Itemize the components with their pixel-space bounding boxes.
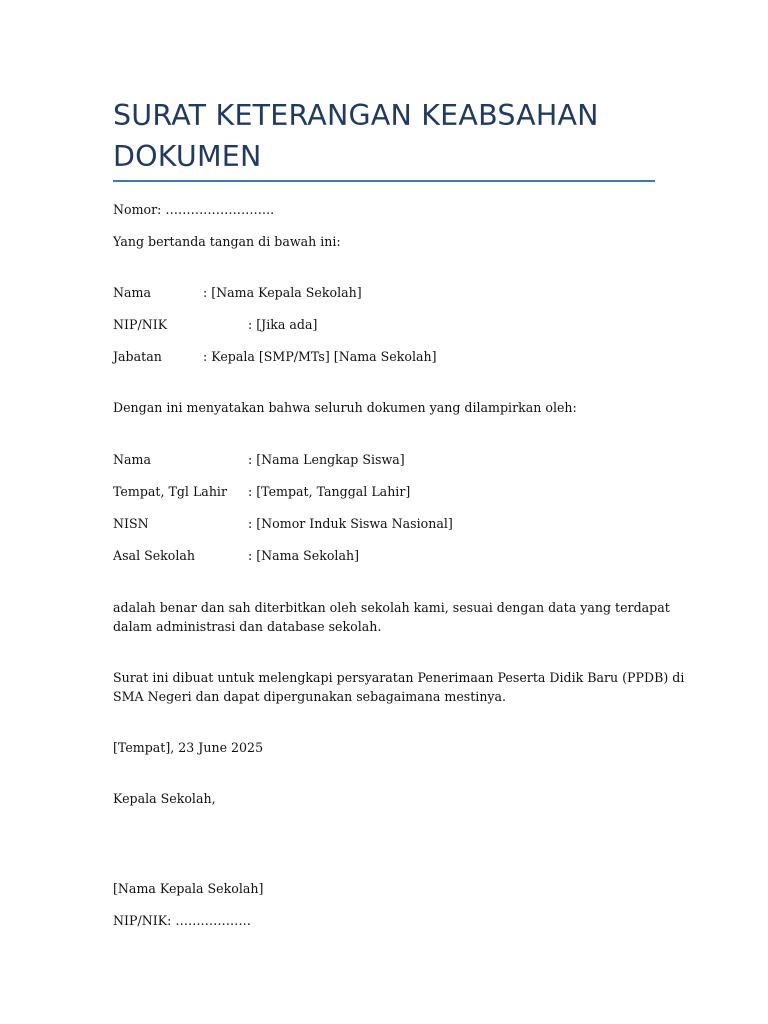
- signer-nip-value: : [Jika ada]: [248, 317, 318, 332]
- letter-number: Nomor: ……………………..: [113, 202, 275, 217]
- student-row-name: [113, 450, 673, 470]
- signer-row-name: [113, 283, 673, 303]
- document-title: [113, 95, 673, 177]
- purpose-paragraph-line-1: Surat ini dibuat untuk melengkapi persyaratan Penerimaan Peserta Didik Baru (PPDB) di: [113, 670, 685, 685]
- signer-row-position: [113, 347, 673, 367]
- validity-paragraph-line-1: adalah benar dan sah diterbitkan oleh sekolah kami, sesuai dengan data yang terdapat: [113, 600, 670, 615]
- title-underline: [113, 180, 655, 182]
- student-birth-value: : [Tempat, Tanggal Lahir]: [248, 484, 411, 499]
- student-nisn-label: NISN: [113, 516, 149, 531]
- student-row-nisn: [113, 514, 673, 534]
- closing-title: Kepala Sekolah,: [113, 791, 216, 806]
- signer-row-nip: [113, 315, 673, 335]
- student-row-school: [113, 546, 673, 566]
- student-row-birth: [113, 482, 673, 502]
- title-line-1: SURAT KETERANGAN KEABSAHAN: [113, 99, 599, 132]
- student-name-label: Nama: [113, 452, 151, 467]
- statement-text: Dengan ini menyatakan bahwa seluruh dokumen yang dilampirkan oleh:: [113, 400, 577, 415]
- signer-name-label: Nama: [113, 285, 151, 300]
- title-line-2: DOKUMEN: [113, 140, 262, 173]
- student-name-value: : [Nama Lengkap Siswa]: [248, 452, 405, 467]
- student-school-value: : [Nama Sekolah]: [248, 548, 359, 563]
- signature-name: [Nama Kepala Sekolah]: [113, 881, 264, 896]
- purpose-paragraph-line-2: SMA Negeri dan dapat dipergunakan sebagaimana mestinya.: [113, 689, 507, 704]
- student-birth-label: Tempat, Tgl Lahir: [113, 484, 227, 499]
- signer-position-label: Jabatan: [113, 349, 162, 364]
- validity-paragraph-line-2: dalam administrasi dan database sekolah.: [113, 619, 382, 634]
- signer-name-value: : [Nama Kepala Sekolah]: [203, 285, 362, 300]
- place-date: [Tempat], 23 June 2025: [113, 740, 264, 755]
- intro-text: Yang bertanda tangan di bawah ini:: [113, 234, 341, 249]
- signer-nip-label: NIP/NIK: [113, 317, 168, 332]
- student-nisn-value: : [Nomor Induk Siswa Nasional]: [248, 516, 453, 531]
- signature-nip: NIP/NIK: ………………: [113, 913, 251, 928]
- student-school-label: Asal Sekolah: [113, 548, 196, 563]
- signer-position-value: : Kepala [SMP/MTs] [Nama Sekolah]: [203, 349, 437, 364]
